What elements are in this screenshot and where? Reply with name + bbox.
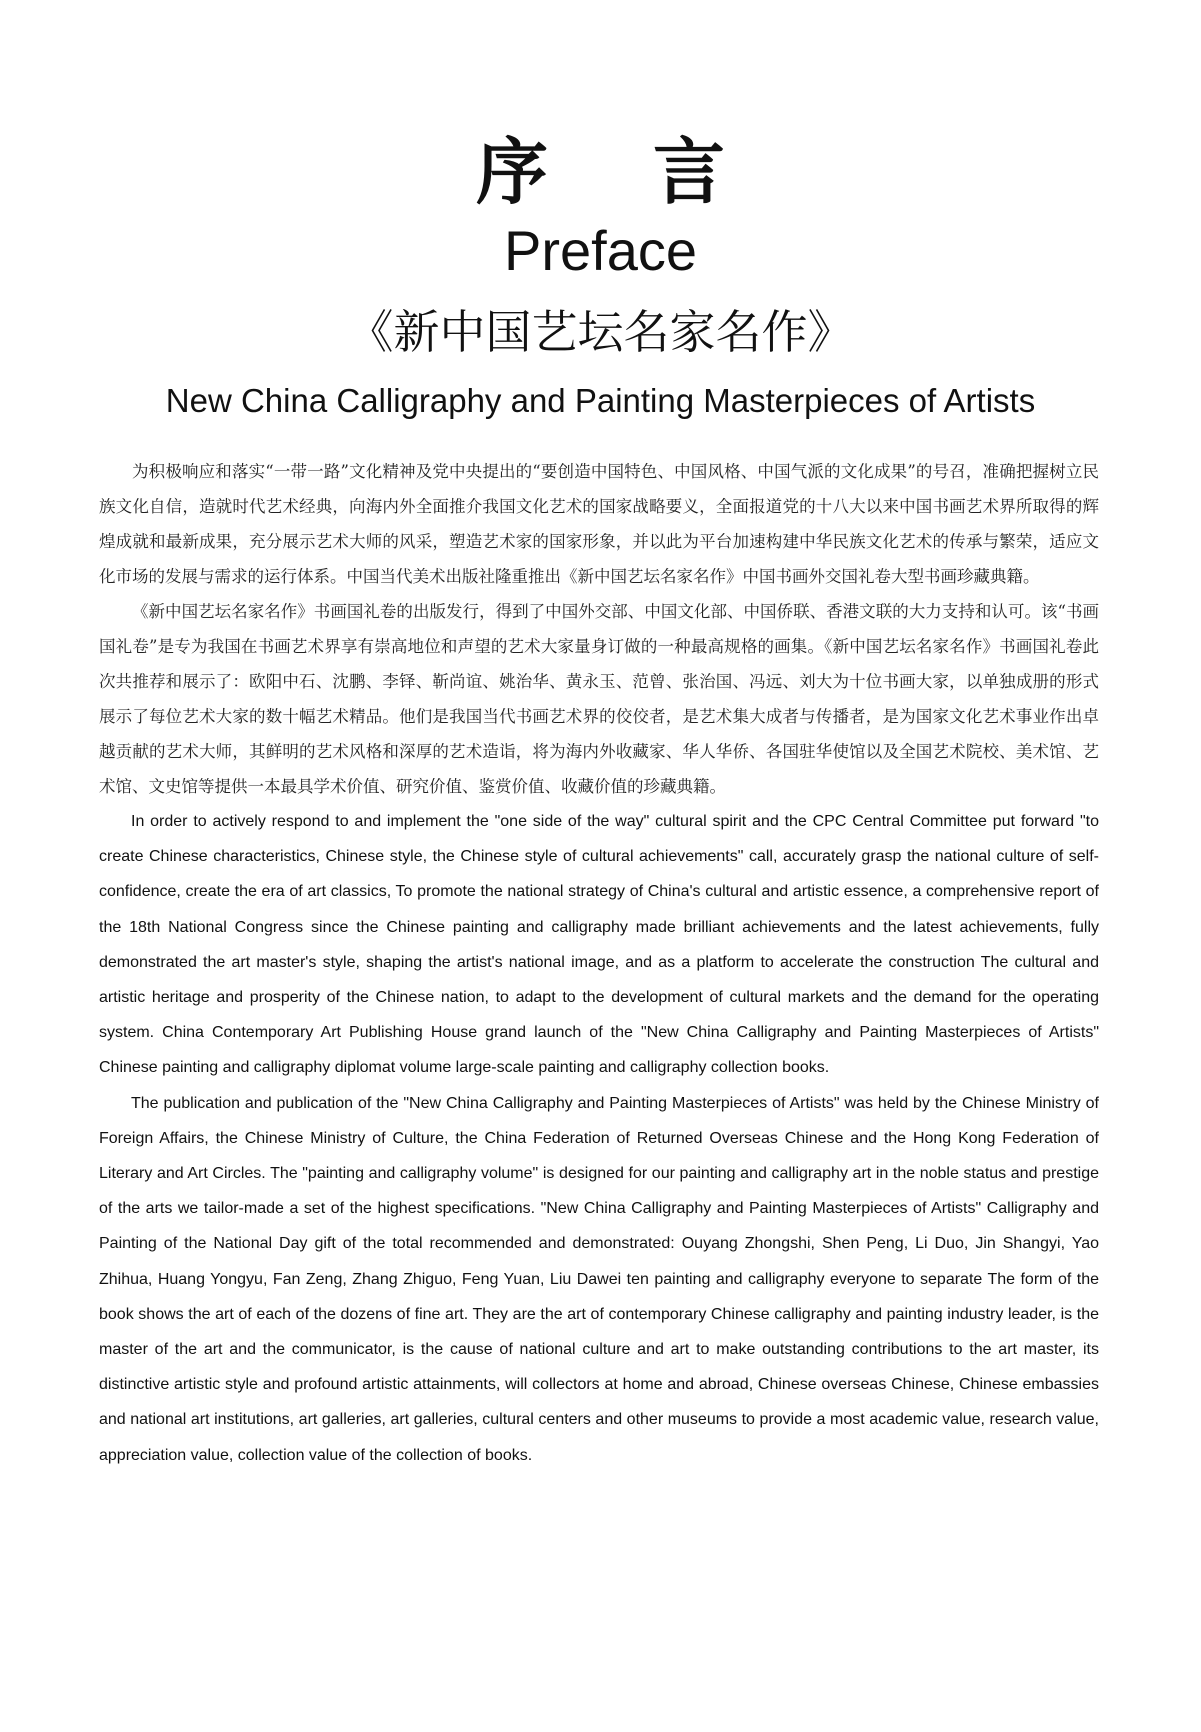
preface-body — [99, 454, 1099, 1473]
book-title-english: New China Calligraphy and Painting Masterpieces of Artists — [165, 382, 1036, 419]
paragraph-cn-1: 为积极响应和落实“一带一路”文化精神及党中央提出的“要创造中国特色、中国风格、中国气派的文化成果”的号召，准确把握树立民族文化自信，造就时代艺术经典，向海内外全面推介我国文化艺术的国家战略要义，全面报道党的十八大以来中国书画艺术界所取得的辉煌成就和最新成果，充分展示艺术大师的风采，塑造艺术家的国家形象，并以此为平台加速构建中华民族文化艺术的传承与繁荣，适应文化市场的发展与需求的运行体系。中国当代美术出版社隆重推出《新中国艺坛名家名作》中国书画外交国礼卷大型书画珍藏典籍。 — [99, 462, 1099, 586]
page-title-english: Preface — [504, 219, 697, 282]
page-title-chinese: 序 言 — [475, 129, 766, 214]
paragraph-cn-2: 《新中国艺坛名家名作》书画国礼卷的出版发行，得到了中国外交部、中国文化部、中国侨联、香港文联的大力支持和认可。该“书画国礼卷”是专为我国在书画艺术界享有崇高地位和声望的艺术大家量身订做的一种最高规格的画集。《新中国艺坛名家名作》书画国礼卷此次共推荐和展示了：欧阳中石、沈鹏、李铎、靳尚谊、姚治华、黄永玉、范曾、张治国、冯远、刘大为十位书画大家，以单独成册的形式展示了每位艺术大家的数十幅艺术精品。他们是我国当代书画艺术界的佼佼者，是艺术集大成者与传播者，是为国家文化艺术事业作出卓越贡献的艺术大师，其鲜明的艺术风格和深厚的艺术造诣，将为海内外收藏家、华人华侨、各国驻华使馆以及全国艺术院校、美术馆、艺术馆、文史馆等提供一本最具学术价值、研究价值、鉴赏价值、收藏价值的珍藏典籍。 — [99, 602, 1099, 796]
book-title-chinese: 《新中国艺坛名家名作》 — [347, 305, 854, 359]
paragraph-en-1: In order to actively respond to and implement the "one side of the way" cultural spirit and the CPC Central Committee put forward "to create Chinese characteristics, Chinese style, the Chinese style of cultural achievements" call, accurately grasp the national culture of self-confidence, create the era of art classics, To promote the national strategy of China's cultural and artistic essence, a comprehensive report of the 18th National Congress since the Chinese painting and calligraphy made brilliant achievements and the latest achievements, fully demonstrated the art master's style, shaping the artist's national image, and as a platform to accelerate the construction The cultural and artistic heritage and prosperity of the Chinese nation, to adapt to the development of cultural markets and the demand for the operating system. China Contemporary Art Publishing House grand launch of the "New China Calligraphy and Painting Masterpieces of Artists" Chinese painting and calligraphy diplomat volume large-scale painting and calligraphy collection books. — [99, 813, 1099, 1077]
paragraph-en-2: The publication and publication of the "New China Calligraphy and Painting Masterpieces of Artists" was held by the Chinese Ministry of Foreign Affairs, the Chinese Ministry of Culture, the China Federation of Returned Overseas Chinese and the Hong Kong Federation of Literary and Art Circles. The "painting and calligraphy volume" is designed for our painting and calligraphy art in the noble status and prestige of the arts we tailor-made a set of the highest specifications. "New China Calligraphy and Painting Masterpieces of Artists" Calligraphy and Painting of the National Day gift of the total recommended and demonstrated: Ouyang Zhongshi, Shen Peng, Li Duo, Jin Shangyi, Yao Zhihua, Huang Yongyu, Fan Zeng, Zhang Zhiguo, Feng Yuan, Liu Dawei ten painting and calligraphy everyone to separate The form of the book shows the art of each of the dozens of fine art. They are the art of contemporary Chinese calligraphy and painting industry leader, is the master of the art and the communicator, is the cause of national culture and art to make outstanding contributions to the art master, its distinctive artistic style and profound artistic attainments, will collectors at home and abroad, Chinese overseas Chinese, Chinese embassies and national art institutions, art galleries, art galleries, cultural centers and other museums to provide a most academic value, research value, appreciation value, collection value of the collection of books. — [99, 1094, 1099, 1464]
